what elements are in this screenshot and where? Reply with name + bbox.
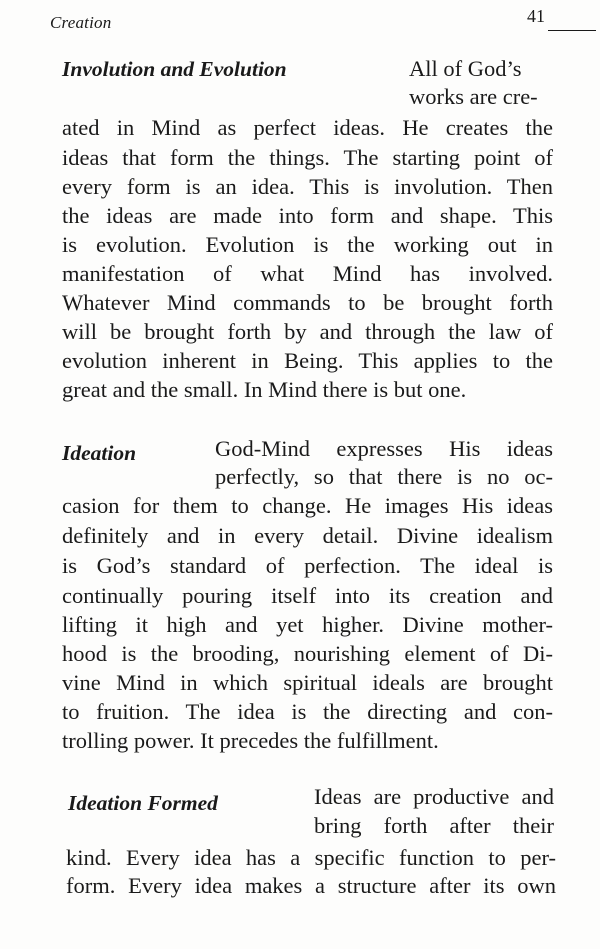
paragraph-line: lifting it high and yet higher. Divine mother- <box>62 612 553 637</box>
page-number: 41 <box>527 6 545 26</box>
paragraph-line: to fruition. The idea is the directing and con- <box>62 699 553 724</box>
section-heading-ideation-formed: Ideation Formed <box>68 791 218 815</box>
paragraph-line: every form is an idea. This is involution. Then <box>62 174 553 199</box>
paragraph-line: perfectly, so that there is no oc- <box>215 464 553 489</box>
paragraph-line: hood is the brooding, nourishing element of Di- <box>62 641 553 666</box>
paragraph-line: continually pouring itself into its creation and <box>62 583 553 608</box>
paragraph-line: definitely and in every detail. Divine idealism <box>62 523 553 548</box>
paragraph-line: will be brought forth by and through the law of <box>62 319 553 344</box>
paragraph-line: great and the small. In Mind there is but one. <box>62 377 467 402</box>
paragraph-line: Ideas are productive and <box>314 784 554 809</box>
paragraph-line: vine Mind in which spiritual ideals are brought <box>62 670 553 695</box>
paragraph-line: bring forth after their <box>314 813 554 838</box>
paragraph-line: trolling power. It precedes the fulfillment. <box>62 728 439 753</box>
paragraph-line: ated in Mind as perfect ideas. He creates the <box>62 115 553 140</box>
section-heading-involution-and-evolution: Involution and Evolution <box>62 57 287 81</box>
paragraph-line: is evolution. Evolution is the working out in <box>62 232 553 257</box>
page-number-rule <box>548 30 596 31</box>
paragraph-line: God-Mind expresses His ideas <box>215 436 553 461</box>
paragraph-line: form. Every idea makes a structure after its own <box>66 873 556 898</box>
paragraph-line: ideas that form the things. The starting point of <box>62 145 553 170</box>
running-head: Creation <box>50 13 112 32</box>
paragraph-line: is God’s standard of perfection. The ideal is <box>62 553 553 578</box>
paragraph-line: works are cre- <box>409 84 538 109</box>
paragraph-line: the ideas are made into form and shape. This <box>62 203 553 228</box>
paragraph-line: Whatever Mind commands to be brought forth <box>62 290 553 315</box>
paragraph-line: All of God’s <box>409 56 522 81</box>
paragraph-line: manifestation of what Mind has involved. <box>62 261 553 286</box>
paragraph-line: kind. Every idea has a specific function to per- <box>66 845 556 870</box>
paragraph-line: casion for them to change. He images His ideas <box>62 493 553 518</box>
paragraph-line: evolution inherent in Being. This applies to the <box>62 348 553 373</box>
section-heading-ideation: Ideation <box>62 441 137 465</box>
